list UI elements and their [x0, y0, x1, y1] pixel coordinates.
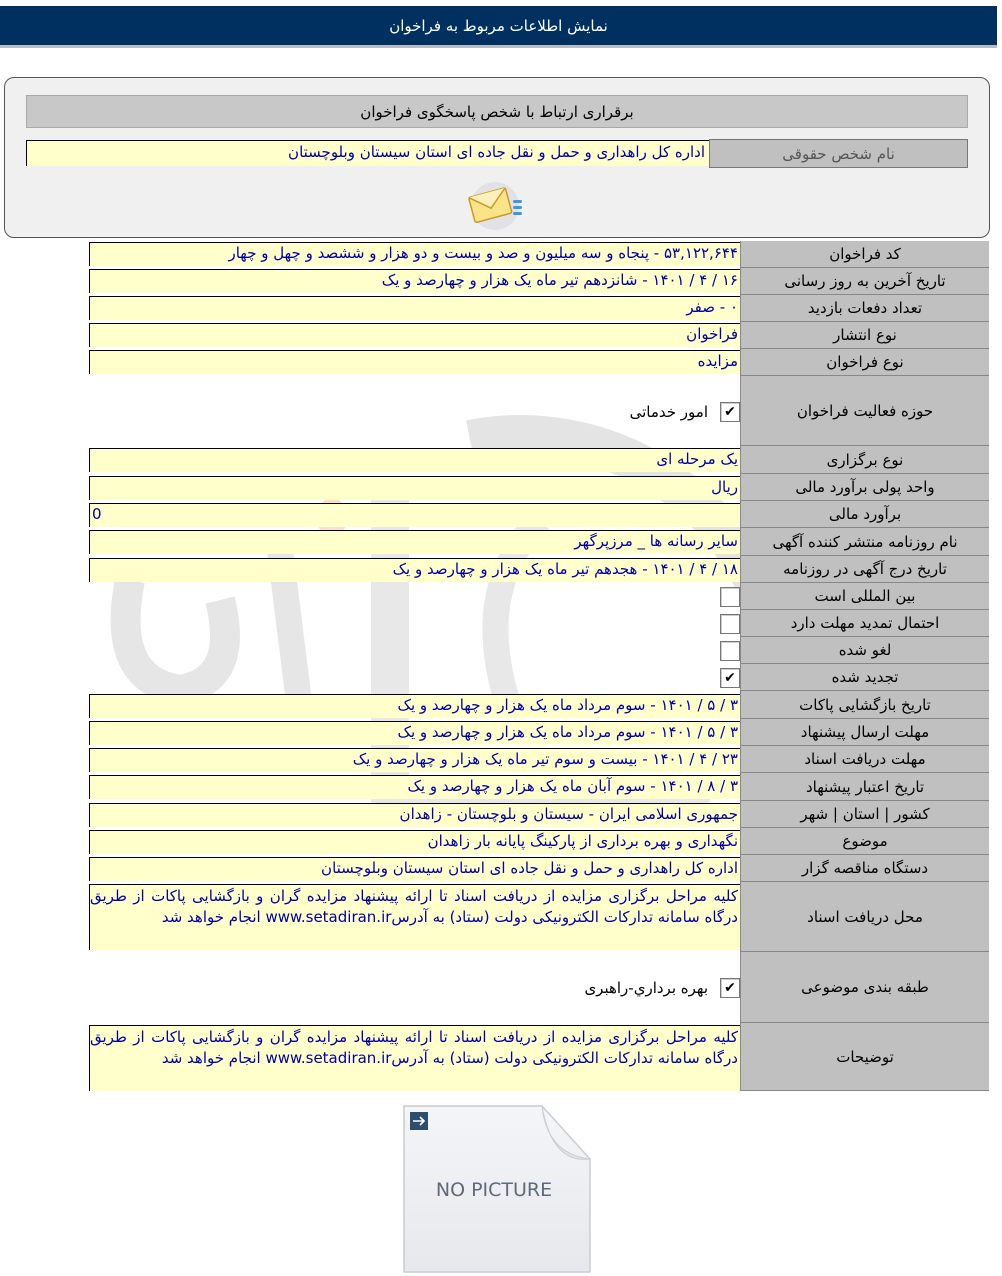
- label-extension-possible: احتمال تمدید مهلت دارد: [740, 610, 989, 637]
- value-financial-estimate: 0: [89, 503, 740, 527]
- mail-icon[interactable]: [463, 176, 527, 234]
- extension-possible-checkbox[interactable]: [720, 614, 740, 634]
- category-checkbox[interactable]: ✔: [720, 978, 740, 998]
- value-submission-deadline: ۳ / ۵ / ۱۴۰۱ - سوم مرداد ماه یک هزار و چهارصد و یک: [89, 721, 740, 745]
- label-doc-place: محل دریافت اسناد: [740, 882, 989, 952]
- label-opening-date: تاریخ بازگشایی پاکات: [740, 691, 989, 719]
- value-currency: ریال: [89, 476, 740, 500]
- value-doc-place: کلیه مراحل برگزاری مزایده از دریافت اسناد تا ارائه پیشنهاد مزایده گران و بازگشایی پاکات از طریق درگاه سامانه تدارکات الکترونیکی دولت (ستاد) به آدرسwww.setadiran.ir انجام خواهد شد: [89, 884, 740, 950]
- page-header: [0, 6, 997, 48]
- legal-entity-label: [709, 139, 968, 168]
- value-subject: نگهداری و بهره برداری از پارکینگ پایانه بار زاهدان: [89, 830, 740, 854]
- activity-area-option-label: امور خدماتی: [629, 403, 708, 421]
- renewed-checkbox[interactable]: ✔: [720, 668, 740, 688]
- label-subject: موضوع: [740, 828, 989, 855]
- value-call-code: ۵۳,۱۲۲,۶۴۴ - پنجاه و سه میلیون و صد و بیست و دو هزار و ششصد و چهل و چهار: [89, 242, 740, 266]
- value-call-type: مزایده: [89, 350, 740, 374]
- category-option-label: بهره برداري-راهبری: [584, 979, 708, 997]
- cancelled-checkbox[interactable]: [720, 641, 740, 661]
- value-publish-type: فراخوان: [89, 323, 740, 347]
- extension-possible-option: [89, 612, 740, 636]
- label-doc-deadline: مهلت دریافت اسناد: [740, 746, 989, 773]
- value-location: جمهوری اسلامی ایران - سیستان و بلوچستان - زاهدان: [89, 803, 740, 827]
- cancelled-option: [89, 639, 740, 663]
- label-holding-type: نوع برگزاری: [740, 446, 989, 474]
- international-option: [89, 585, 740, 609]
- contact-title-text: برقراری ارتباط با شخص پاسخگوی فراخوان: [360, 102, 634, 121]
- renewed-option: [89, 666, 740, 690]
- legal-entity-label-text: نام شخص حقوقی: [782, 144, 895, 163]
- value-visit-count: ۰ - صفر: [89, 296, 740, 320]
- value-opening-date: ۳ / ۵ / ۱۴۰۱ - سوم مرداد ماه یک هزار و چهارصد و یک: [89, 694, 740, 718]
- label-call-type: نوع فراخوان: [740, 349, 989, 376]
- value-organizer: اداره کل راهداری و حمل و نقل جاده ای استان سیستان وبلوچستان: [89, 857, 740, 881]
- activity-area-checkbox[interactable]: ✔: [720, 402, 740, 422]
- label-international: بین المللی است: [740, 583, 989, 610]
- label-financial-estimate: برآورد مالی: [740, 501, 989, 528]
- value-doc-deadline: ۲۳ / ۴ / ۱۴۰۱ - بیست و سوم تیر ماه یک هزار و چهارصد و یک: [89, 748, 740, 772]
- label-location: کشور | استان | شهر: [740, 801, 989, 828]
- contact-panel-title: [26, 95, 968, 128]
- value-newspaper: سایر رسانه ها _ مرزپرگهر: [89, 530, 740, 554]
- international-checkbox[interactable]: [720, 587, 740, 607]
- value-holding-type: یک مرحله ای: [89, 448, 740, 472]
- label-renewed: تجدید شده: [740, 664, 989, 691]
- value-newspaper-date: ۱۸ / ۴ / ۱۴۰۱ - هجدهم تیر ماه یک هزار و چهارصد و یک: [89, 558, 740, 582]
- no-picture-text: NO PICTURE: [435, 1179, 553, 1201]
- label-visit-count: تعداد دفعات بازدید: [740, 295, 989, 322]
- label-newspaper-date: تاریخ درج آگهی در روزنامه: [740, 556, 989, 583]
- legal-entity-value: اداره کل راهداری و حمل و نقل جاده ای استان سیستان وبلوچستان: [26, 140, 709, 166]
- label-publish-type: نوع انتشار: [740, 322, 989, 349]
- value-validity-date: ۳ / ۸ / ۱۴۰۱ - سوم آبان ماه یک هزار و چهارصد و یک: [89, 775, 740, 799]
- label-validity-date: تاریخ اعتبار پیشنهاد: [740, 773, 989, 801]
- label-last-update: تاریخ آخرین به روز رسانی: [740, 268, 989, 295]
- label-activity-area: حوزه فعالیت فراخوان: [740, 376, 989, 446]
- contact-panel: [4, 77, 990, 238]
- value-last-update: ۱۶ / ۴ / ۱۴۰۱ - شانزدهم تیر ماه یک هزار و چهارصد و یک: [89, 269, 740, 293]
- category-option: [89, 976, 740, 1000]
- label-currency: واحد پولی برآورد مالی: [740, 474, 989, 501]
- label-submission-deadline: مهلت ارسال پیشنهاد: [740, 719, 989, 746]
- label-cancelled: لغو شده: [740, 637, 989, 664]
- label-call-code: کد فراخوان: [740, 241, 989, 268]
- activity-area-option: [89, 400, 740, 424]
- label-newspaper: نام روزنامه منتشر کننده آگهی: [740, 528, 989, 556]
- no-picture-image: [402, 1104, 592, 1274]
- page-title: نمایش اطلاعات مربوط به فراخوان: [389, 16, 608, 35]
- label-description: توضیحات: [740, 1023, 989, 1091]
- label-category: طبقه بندی موضوعی: [740, 952, 989, 1023]
- value-description: کلیه مراحل برگزاری مزایده از دریافت اسناد تا ارائه پیشنهاد مزایده گران و بازگشایی پاکات از طریق درگاه سامانه تدارکات الکترونیکی دولت (ستاد) به آدرسwww.setadiran.ir انجام خواهد شد: [89, 1025, 740, 1091]
- label-organizer: دستگاه مناقصه گزار: [740, 855, 989, 882]
